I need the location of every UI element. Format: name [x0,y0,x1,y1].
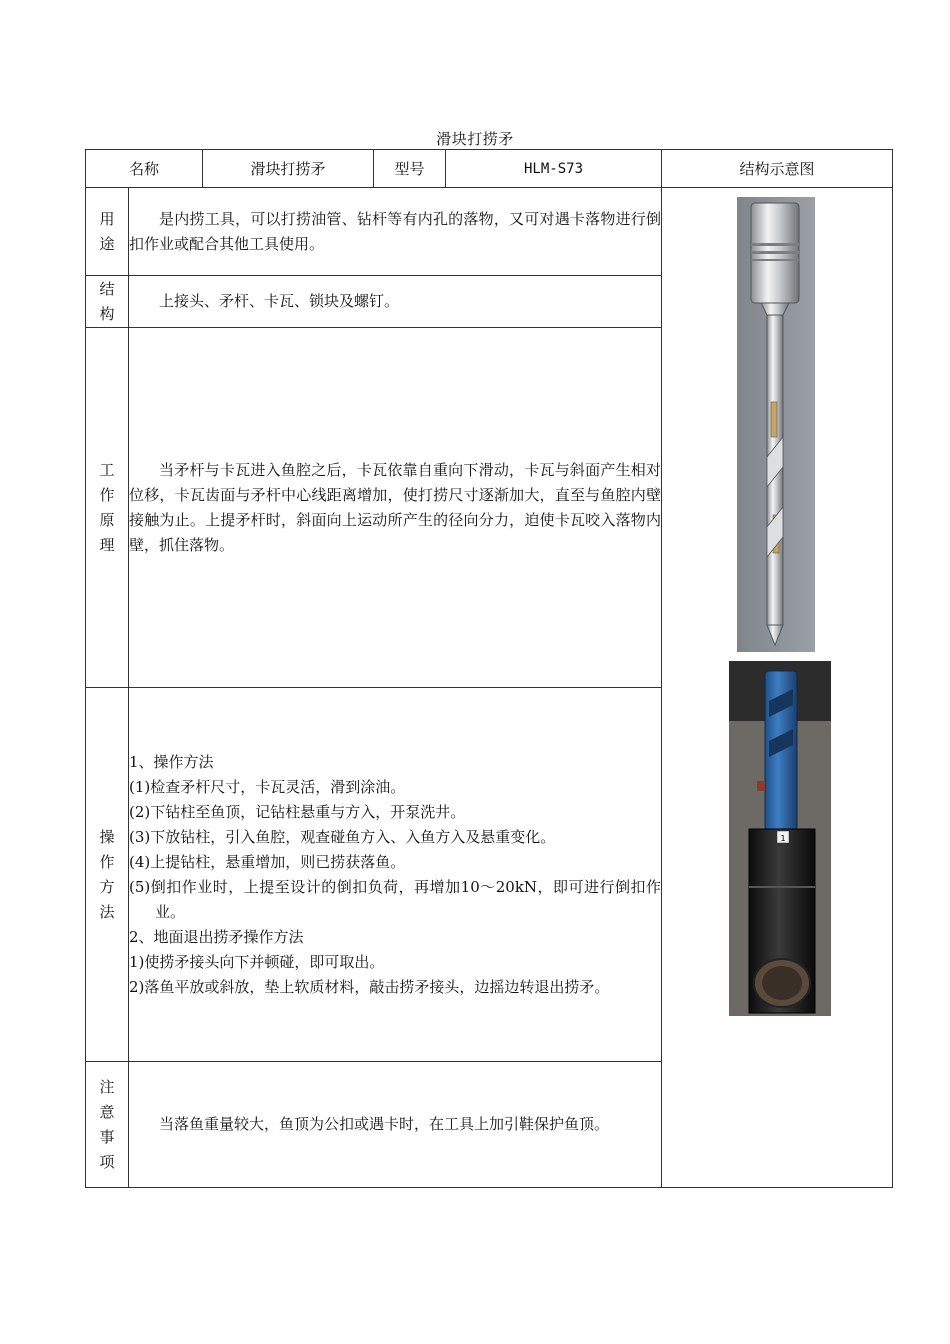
notes-label: 注 意 事 项 [86,1062,129,1188]
step-line: (2)下钻柱至鱼顶，记钻柱悬重与方入，开泵洗井。 [129,802,466,821]
diagram-label: 结构示意图 [662,150,893,188]
step-line: (1)检查矛杆尺寸，卡瓦灵活，滑到涂油。 [129,777,406,796]
spec-table [85,149,893,1188]
step-line: 2、地面退出捞矛操作方法 [129,927,304,946]
operation-label: 操 作 方 法 [86,688,129,1062]
document-title: 滑块打捞矛 [436,130,514,148]
usage-row [86,188,893,276]
model-label: 型号 [374,150,446,188]
structure-label: 结 构 [86,276,129,328]
diagram-cell [662,188,893,1188]
step-line: (5)倒扣作业时，上提至设计的倒扣负荷，再增加10～20kN，即可进行倒扣作业。 [129,877,662,921]
principle-label: 工 作 原 理 [86,328,129,688]
step-line: (4)上提钻柱，悬重增加，则已捞获落鱼。 [129,852,406,871]
step-line: 2)落鱼平放或斜放，垫上软质材料，敲击捞矛接头，边摇边转退出捞矛。 [129,977,610,996]
model-value: HLM-S73 [446,150,662,188]
usage-text: 是内捞工具，可以打捞油管、钻杆等有内孔的落物，又可对遇卡落物进行倒扣作业或配合其他工具使用。 [129,188,662,276]
spear-photo-2 [729,661,831,1016]
header-row [86,150,893,188]
step-line: 1)使捞矛接头向下并顿碰，即可取出。 [129,952,385,971]
operation-steps [129,688,662,1062]
step-line: 1、操作方法 [129,752,214,771]
step-line: (3)下放钻柱，引入鱼腔，观查碰鱼方入、入鱼方入及悬重变化。 [129,827,556,846]
name-value: 滑块打捞矛 [203,150,374,188]
usage-label: 用 途 [86,188,129,276]
photo-tag-label: 1 [780,834,786,843]
structure-text: 上接头、矛杆、卡瓦、锁块及螺钉。 [129,276,662,328]
spear-photo-1 [737,197,815,652]
notes-text: 当落鱼重量较大，鱼顶为公扣或遇卡时，在工具上加引鞋保护鱼顶。 [129,1062,662,1188]
name-label: 名称 [86,150,203,188]
principle-text: 当矛杆与卡瓦进入鱼腔之后，卡瓦依靠自重向下滑动，卡瓦与斜面产生相对位移，卡瓦齿面与矛杆中心线距离增加，使打捞尺寸逐渐加大，直至与鱼腔内壁接触为止。上提矛杆时，斜面向上运动所产生的径向分力，迫使卡瓦咬入落物内壁，抓住落物。 [129,328,662,688]
